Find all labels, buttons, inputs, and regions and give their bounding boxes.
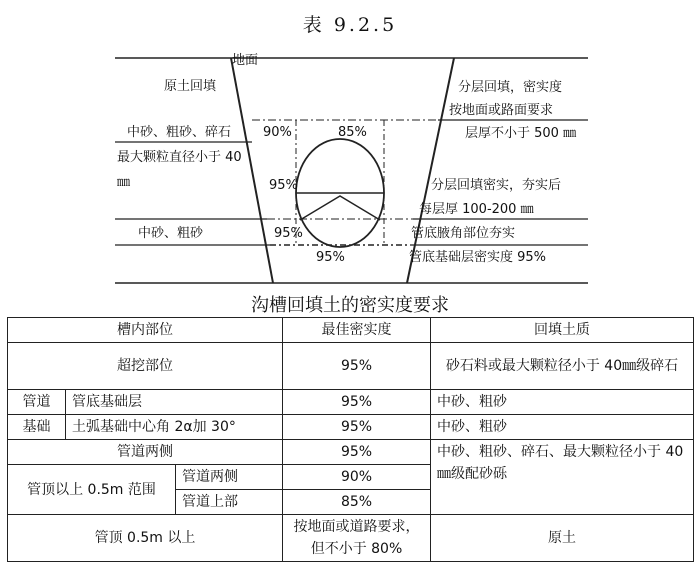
cell-part: 超挖部位	[8, 343, 283, 390]
cell-group: 管顶以上 0.5m 范围	[8, 465, 176, 515]
cell-density: 90%	[283, 465, 431, 490]
cell-soil: 中砂、粗砂	[431, 390, 694, 415]
label-per-ground: 按地面或路面要求	[449, 103, 554, 118]
label-p95-base: 95%	[316, 250, 345, 265]
cell-soil: 原土	[431, 515, 694, 562]
cell-density: 95%	[283, 343, 431, 390]
label-p95-side: 95%	[269, 178, 298, 193]
density-table	[7, 317, 694, 562]
cell-group: 基础	[8, 415, 66, 440]
table-row	[8, 440, 694, 465]
label-layer-thickness: 层厚不小于 500 ㎜	[465, 126, 577, 141]
label-p85: 85%	[338, 125, 367, 140]
table-title: 沟槽回填土的密实度要求	[251, 295, 449, 316]
label-layer-100-200: 每层厚 100-200 ㎜	[419, 202, 534, 217]
trench-wall-left	[231, 58, 273, 283]
cell-group: 管道	[8, 390, 66, 415]
pipe-arc-angle	[300, 196, 380, 220]
cell-soil: 中砂、粗砂	[431, 415, 694, 440]
cell-part: 土弧基础中心角 2α加 30°	[66, 415, 283, 440]
label-layered-compact: 分层回填密实，夯实后	[431, 178, 562, 193]
cell-part: 管底基础层	[66, 390, 283, 415]
label-sand-gravel: 中砂、粗砂、碎石	[127, 125, 232, 140]
header-soil: 回填土质	[431, 318, 694, 343]
label-haunch: 管底腋角部位夯实	[411, 226, 516, 241]
cell-density: 95%	[283, 440, 431, 465]
label-max-particle: 最大颗粒直径小于 40	[117, 150, 242, 165]
label-p90: 90%	[263, 125, 292, 140]
cell-part: 管道两侧	[8, 440, 283, 465]
table-row	[8, 415, 694, 440]
table-row	[8, 390, 694, 415]
figure-title: 表 9.2.5	[302, 14, 398, 36]
label-ground: 地面	[232, 53, 259, 68]
header-density: 最佳密实度	[283, 318, 431, 343]
cell-density: 85%	[283, 490, 431, 515]
label-p95-haunch: 95%	[274, 226, 303, 241]
cell-density: 95%	[283, 390, 431, 415]
cell-part: 管道两侧	[176, 465, 283, 490]
cell-soil: 中砂、粗砂、碎石、最大颗粒径小于 40 ㎜级配砂砾	[431, 440, 694, 515]
cell-density: 按地面或道路要求，但不小于 80%	[283, 515, 431, 562]
table-row	[8, 343, 694, 390]
label-native-backfill: 原土回填	[164, 79, 217, 94]
cell-part: 管道上部	[176, 490, 283, 515]
cell-soil: 砂石料或最大颗粒径小于 40㎜级碎石	[431, 343, 694, 390]
cell-density: 95%	[283, 415, 431, 440]
label-layered-backfill: 分层回填，密实度	[458, 80, 563, 95]
table-header-row	[8, 318, 694, 343]
label-base-density: 管底基础层密实度 95%	[409, 250, 547, 265]
table-row	[8, 515, 694, 562]
label-sand: 中砂、粗砂	[138, 226, 204, 241]
cell-part: 管顶 0.5m 以上	[8, 515, 283, 562]
header-part: 槽内部位	[8, 318, 283, 343]
label-mm: ㎜	[117, 175, 131, 190]
